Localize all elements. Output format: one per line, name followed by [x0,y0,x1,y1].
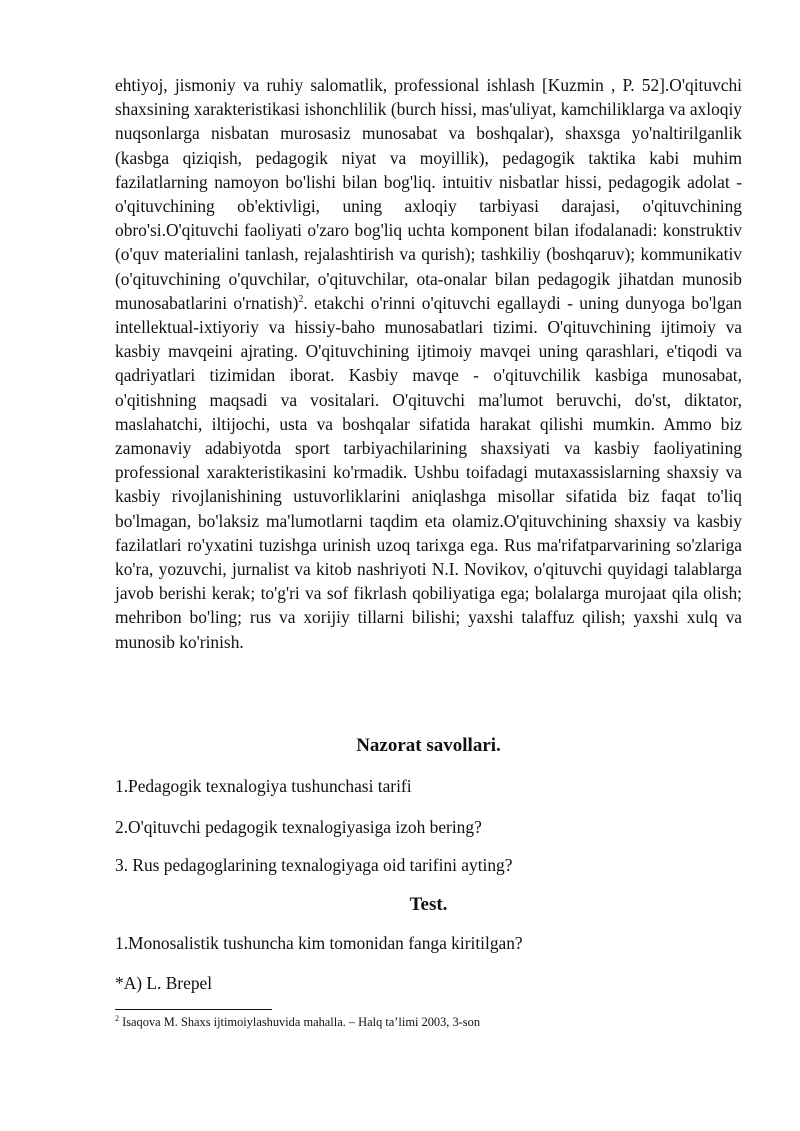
control-question: 3. Rus pedagoglarining texnalogiyaga oid tarifini ayting? [115,855,513,875]
control-question: 2.O'qituvchi pedagogik texnalogiyasiga izoh bering? [115,817,482,837]
test-question: 1.Monosalistik tushuncha kim tomonidan fanga kiritilgan? [115,933,523,953]
nazorat-heading: Nazorat savollari. [356,735,501,756]
footnote-reference: 2 [298,294,304,306]
footnote [115,1015,480,1030]
body-paragraph-text: ehtiyoj, jismoniy va ruhiy salomatlik, professional ishlash [Kuzmin , P. 52].O'qituvchi shaxsining xarakteristikasi ishonchlilik (burch hissi, mas'uliyat, kamchiliklarga va axloqiy nuqsonlarga nisbatan murosasiz munosabat va boshqalar), shaxsga yo'naltirilganlik (kasbga qiziqish, pedagogik niyat va moyillik), pedagogik taktika kabi muhim fazilatlarning namoyon bo'lishi bilan bog'liq. intuitiv nisbatlar hissi, pedagogik adolat - o'qituvchining ob'ektivligi, uning axloqiy tarbiyasi darajasi, o'qituvchining obro'si.O'qituvchi faoliyati o'zaro bog'liq uchta komponent bilan ifodalanadi: konstruktiv (o'quv materialini tanlash, rejalashtirish va qurish); tashkiliy (boshqaruv); kommunikativ (o'qituvchining o'quvchilar, o'qituvchilar, ota-onalar bilan pedagogik jihatdan munosib munosabatlarini o'rnatish) [115,75,742,313]
body-paragraph [115,73,742,654]
footnote-number: 2 [115,1013,119,1023]
body-paragraph-continuation: . etakchi o'rinni o'qituvchi egallaydi - uning dunyoga bo'lgan intellektual-ixtiyoriy va hissiy-baho munosabatlari tizimi. O'qituvchining ijtimoiy va kasbiy mavqeini ajrating. O'qituvchining ijtimoiy mavqei uning qarashlari, e'tiqodi va qadriyatlari tizimidan iborat. Kasbiy mavqe - o'qituvchilik kasbiga munosabat, o'qitishning maqsadi va vositalari. O'qituvchi ma'lumot beruvchi, do'st, diktator, maslahatchi, iltijochi, usta va boshqalar sifatida harakat qilishi mumkin. Ammo biz zamonaviy adabiyotda sport tarbiyachilarining shaxsiyati va kasbiy faoliyatining professional xarakteristikasini ko'rmadik. Ushbu toifadagi mutaxassislarning shaxsiy va kasbiy rivojlanishining ustuvorliklarini aniqlashga misollar sifatida biz faqat to'liq bo'lmagan, bo'laksiz ma'lumotlarni taqdim eta olamiz.O'qituvchining shaxsiy va kasbiy fazilatlari ro'yxatini tuzishga urinish uzoq tarixga ega. Rus ma'rifatparvarining so'zlariga ko'ra, yozuvchi, jurnalist va kitob nashriyoti N.I. Novikov, o'qituvchi quyidagi talablarga javob berishi kerak; to'g'ri va sof fikrlash qobiliyatiga ega; bolalarga murojaat qila olish; mehribon bo'ling; rus va xorijiy tillarni bilishi; yaxshi talaffuz qilish; yaxshi xulq va munosib ko'rinish. [115,292,742,652]
footnote-text: Isaqova M. Shaxs ijtimoiylashuvida mahalla. – Halq ta’limi 2003, 3-son [122,1015,481,1029]
footnote-separator [115,1009,272,1010]
test-heading: Test. [409,894,448,915]
control-question: 1.Pedagogik texnalogiya tushunchasi tarifi [115,776,412,796]
test-answer-option: *A) L. Brepel [115,973,213,993]
